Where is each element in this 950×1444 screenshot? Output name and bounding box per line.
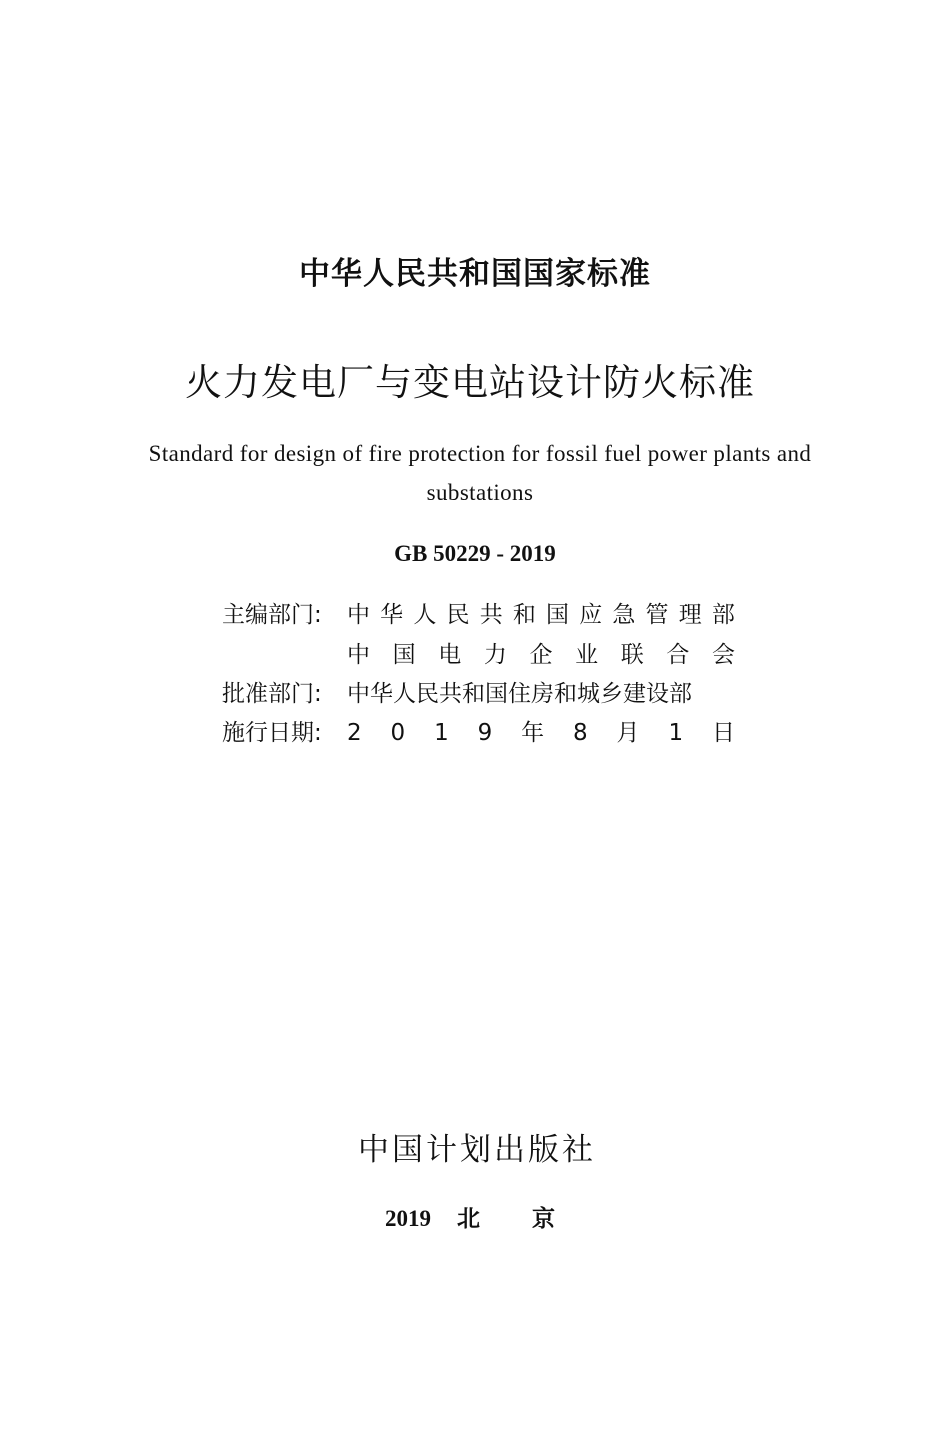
chief_editor_1-char: 和	[512, 602, 536, 628]
publication-city: 北京	[457, 1205, 607, 1232]
effective_value-char: 8	[573, 720, 588, 746]
title-chinese: 火力发电厂与变电站设计防火标准	[185, 361, 755, 404]
effective_value-char: 9	[477, 720, 493, 746]
chief_editor_2-char: 电	[438, 642, 462, 668]
effective-date-value	[347, 717, 735, 749]
approval-row	[222, 678, 742, 710]
chief_editor_2-char: 中	[347, 642, 370, 668]
chief_editor_1-char: 应	[579, 602, 603, 628]
chief_editor_1-char: 急	[612, 602, 636, 628]
publication-place-line	[385, 1200, 607, 1233]
chief_editor_1-char: 民	[446, 602, 470, 628]
chief_editor_1-char: 华	[380, 602, 404, 628]
chief_editor_1-char: 管	[645, 602, 669, 628]
chief_editor_1-char: 共	[479, 602, 503, 628]
standard-number: GB 50229 - 2019	[394, 541, 556, 566]
effective_value-char: 2	[347, 720, 362, 746]
chief-editor-label: 主编部门:	[222, 602, 322, 628]
chief_editor_1-char: 部	[711, 602, 735, 628]
title-english: Standard for design of fire protection for fossil fuel power plants and substations	[148, 441, 812, 505]
chief_editor_2-char: 国	[392, 642, 416, 668]
chief-editor-row-2	[222, 639, 737, 671]
chief-editor-row-1	[222, 599, 737, 631]
chief_editor_2-char: 合	[666, 642, 690, 668]
approval-label: 批准部门:	[222, 681, 322, 707]
effective_value-char: 月	[616, 720, 640, 746]
effective_value-char: 1	[668, 720, 684, 746]
chief_editor_1-char: 国	[546, 602, 570, 628]
national-standard-heading: 中华人民共和国国家标准	[299, 256, 651, 292]
chief-editor-value-1	[347, 599, 735, 631]
approval-value: 中华人民共和国住房和城乡建设部	[347, 681, 692, 707]
publisher-name: 中国计划出版社	[358, 1132, 596, 1168]
chief-editor-value-2	[347, 639, 735, 671]
effective_value-char: 日	[711, 720, 735, 746]
chief_editor_2-char: 业	[575, 642, 599, 668]
effective-date-label: 施行日期:	[222, 720, 322, 746]
effective_value-char: 1	[434, 720, 449, 746]
effective_value-char: 年	[521, 720, 545, 746]
chief_editor_1-char: 人	[413, 602, 437, 628]
chief_editor_2-char: 力	[483, 642, 507, 668]
chief_editor_2-char: 联	[620, 642, 644, 668]
chief_editor_1-char: 理	[678, 602, 702, 628]
effective_value-char: 0	[390, 720, 406, 746]
publication-year: 2019	[385, 1206, 431, 1231]
effective-date-row	[222, 717, 737, 749]
chief_editor_2-char: 企	[529, 642, 553, 668]
chief_editor_2-char: 会	[712, 642, 735, 668]
chief_editor_1-char: 中	[347, 602, 370, 628]
